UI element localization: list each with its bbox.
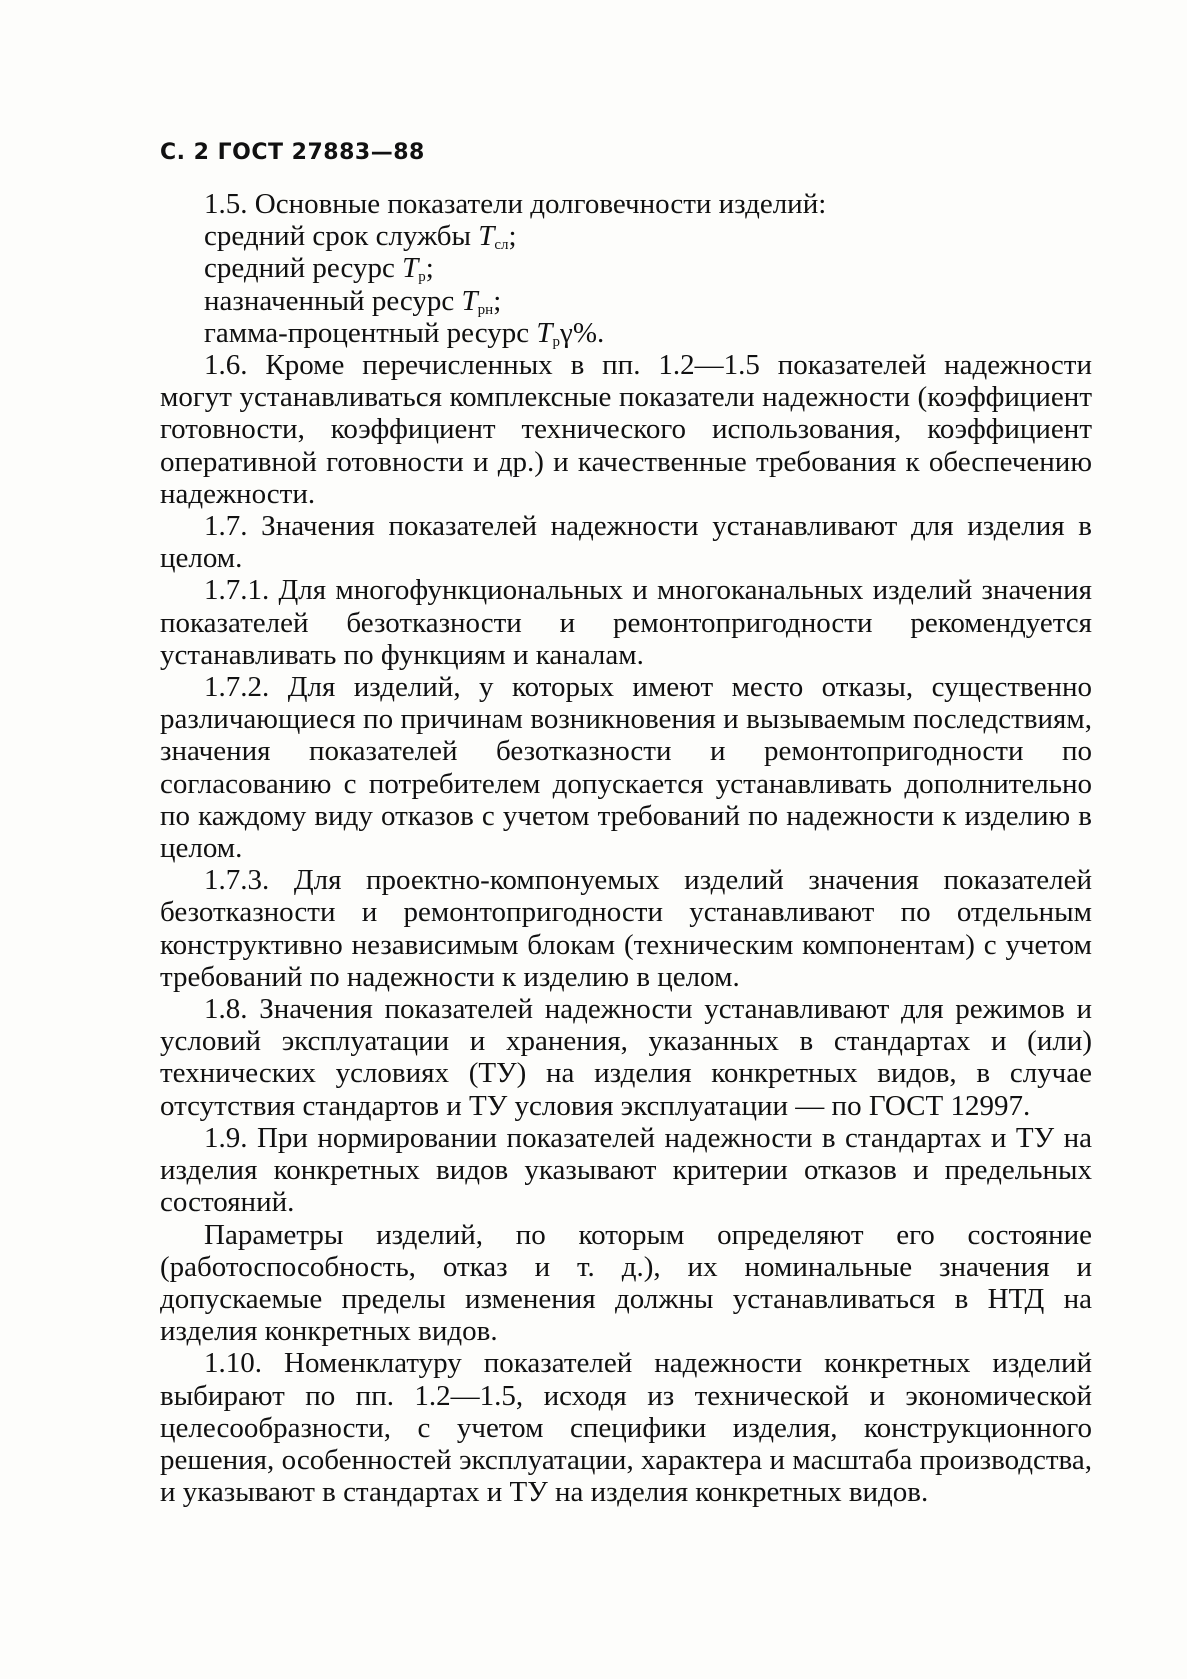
paragraph-1-7: 1.7. Значения показателей надежности устанавливают для изделия в целом. bbox=[160, 510, 1092, 575]
page-header: С. 2 ГОСТ 27883—88 bbox=[160, 140, 425, 165]
section-1-5-intro: 1.5. Основные показатели долговечности изделий: bbox=[204, 188, 827, 220]
paragraph-1-9: 1.9. При нормировании показателей надежности в стандартах и ТУ на изделия конкретных видов указывают критерии отказов и предельных состояний. bbox=[160, 1121, 1092, 1219]
paragraph-1-7-1: 1.7.1. Для многофункциональных и многоканальных изделий значения показателей безотказности и ремонтопригодности рекомендуется устанавливать по функциям и каналам. bbox=[160, 574, 1092, 671]
paragraph-1-7-2: 1.7.2. Для изделий, у которых имеют место отказы, существенно различающиеся по причинам возникновения и вызываемым последствиям, значения показателей безотказности и ремонтопригодности по согласованию с потребителем допускается устанавливать дополнительно по каждому виду отказов с учетом требований по надежности к изделию в целом. bbox=[160, 671, 1092, 865]
durability-item-4: гамма-процентный ресурс $T_р\gamma\%$. bbox=[204, 316, 605, 350]
durability-item-2: средний ресурс $T_р$; bbox=[204, 252, 434, 286]
durability-item-1: средний срок службы $T_{сл}$; bbox=[204, 220, 517, 254]
paragraph-1-9-parameters: Параметры изделий, по которым определяют его состояние (работоспособность, отказ и т. д.), их номинальные значения и допускаемые пределы изменения должны устанавливаться в НТД на изделия конкретных видов. bbox=[160, 1218, 1092, 1348]
paragraph-1-8: 1.8. Значения показателей надежности устанавливают для режимов и условий эксплуатации и хранения, указанных в стандартах и (или) технических условиях (ТУ) на изделия конкретных видов, в случае отсутствия стандартов и ТУ условия эксплуатации — по ГОСТ 12997. bbox=[160, 993, 1092, 1122]
durability-item-3: назначенный ресурс $T_{рн}$; bbox=[204, 284, 502, 318]
paragraph-1-7-3: 1.7.3. Для проектно-компонуемых изделий значения показателей безотказности и ремонтопригодности устанавливают по отдельным конструктивно независимым блокам (техническим компонентам) с учетом требований по надежности к изделию в целом. bbox=[160, 864, 1092, 993]
document-body bbox=[160, 188, 1092, 1508]
paragraph-1-10: 1.10. Номенклатуру показателей надежности конкретных изделий выбирают по пп. 1.2—1.5, исходя из технической и экономической целесообразности, с учетом специфики изделия, конструкционного решения, особенностей эксплуатации, характера и масштаба производства, и указывают в стандартах и ТУ на изделия конкретных видов. bbox=[160, 1347, 1092, 1509]
paragraph-1-6: 1.6. Кроме перечисленных в пп. 1.2—1.5 показателей надежности могут устанавливаться комплексные показатели надежности (коэффициент готовности, коэффициент технического использования, коэффициент оперативной готовности и др.) и качественные требования к обеспечению надежности. bbox=[160, 349, 1092, 510]
